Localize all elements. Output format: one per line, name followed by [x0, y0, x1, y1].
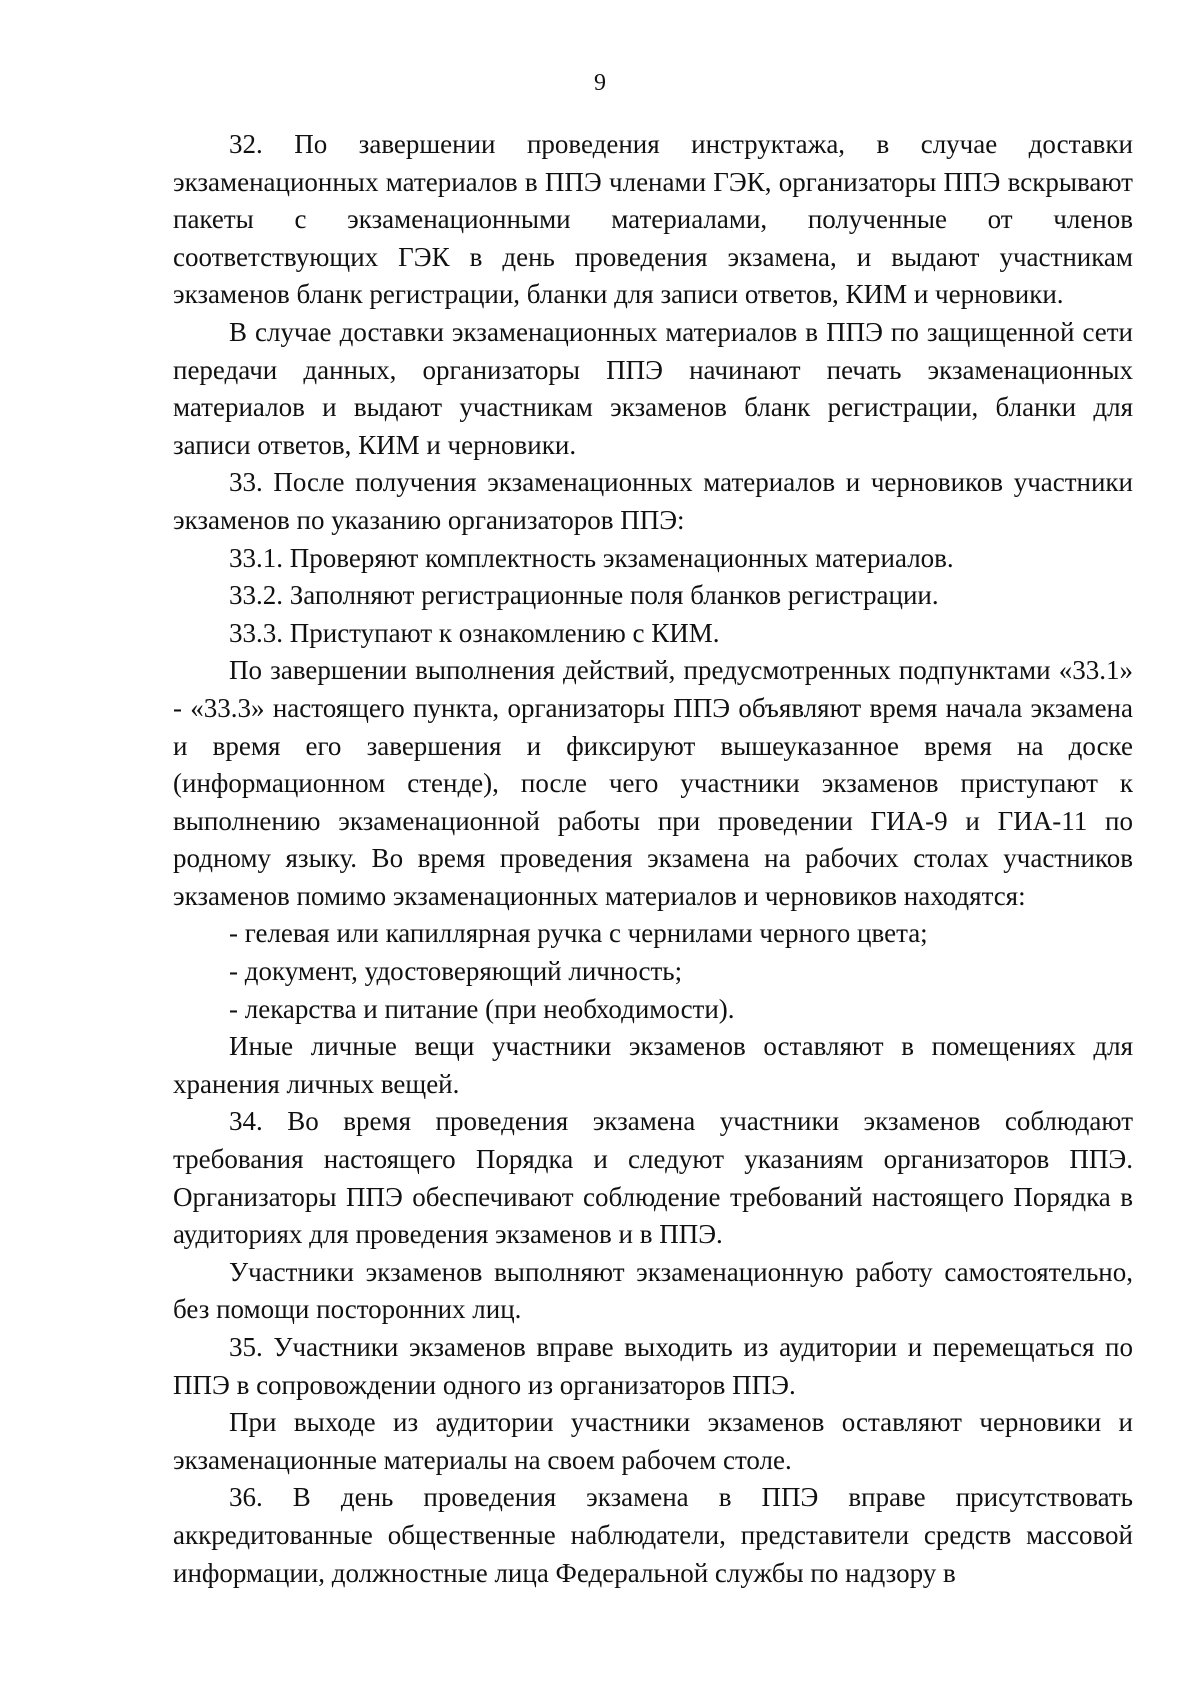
list-item-pen: - гелевая или капиллярная ручка с чернилами черного цвета; — [229, 918, 928, 949]
page-number: 9 — [594, 70, 606, 96]
paragraph-35: 35. Участники экзаменов вправе выходить из аудитории и перемещаться по ППЭ в сопровождении одного из организаторов ППЭ. — [173, 1332, 1133, 1400]
list-item-medicine-food: - лекарства и питание (при необходимости). — [229, 993, 735, 1024]
paragraph-36: 36. В день проведения экзамена в ППЭ вправе присутствовать аккредитованные общественные наблюдатели, представители средств массовой информации, должностные лица Федеральной службы по надзору в — [173, 1482, 1133, 1588]
paragraph-personal-belongings: Иные личные вещи участники экзаменов оставляют в помещениях для хранения личных вещей. — [173, 1031, 1133, 1099]
document-body — [173, 126, 1133, 1592]
paragraph-35-leaving: При выходе из аудитории участники экзаменов оставляют черновики и экзаменационные материалы на своем рабочем столе. — [173, 1407, 1133, 1475]
paragraph-33: 33. После получения экзаменационных материалов и черновиков участники экзаменов по указанию организаторов ППЭ: — [173, 467, 1133, 535]
paragraph-33-1: 33.1. Проверяют комплектность экзаменационных материалов. — [229, 542, 954, 573]
paragraph-33-2: 33.2. Заполняют регистрационные поля бланков регистрации. — [229, 580, 939, 611]
paragraph-34-independent-work: Участники экзаменов выполняют экзаменационную работу самостоятельно, без помощи посторонних лиц. — [173, 1256, 1133, 1325]
paragraph-34: 34. Во время проведения экзамена участники экзаменов соблюдают требования настоящего Порядка и следуют указаниям организаторов ППЭ. Организаторы ППЭ обеспечивают соблюдение требований настоящего Порядка в аудиториях для проведения экзаменов и в ППЭ. — [173, 1106, 1133, 1250]
paragraph-33-after: По завершении выполнения действий, предусмотренных подпунктами «33.1» - «33.3» настоящего пункта, организаторы ППЭ объявляют время начала экзамена и время его завершения и фиксируют вышеуказанное время на доске (информационном стенде), после чего участники экзаменов приступают к выполнению экзаменационной работы при проведении ГИА-9 и ГИА-11 по родному языку. Во время проведения экзамена на рабочих столах участников экзаменов помимо экзаменационных материалов и черновиков находятся: — [173, 655, 1133, 911]
paragraph-33-3: 33.3. Приступают к ознакомлению с КИМ. — [229, 617, 720, 648]
list-item-id-document: - документ, удостоверяющий личность; — [229, 956, 683, 987]
paragraph-32-secure-network: В случае доставки экзаменационных материалов в ППЭ по защищенной сети передачи данных, организаторы ППЭ начинают печать экзаменационных материалов и выдают участникам экзаменов бланк регистрации, бланки для записи ответов, КИМ и черновики. — [173, 316, 1133, 460]
paragraph-32: 32. По завершении проведения инструктажа, в случае доставки экзаменационных материалов в ППЭ членами ГЭК, организаторы ППЭ вскрывают пакеты с экзаменационными материалами, полученные от членов соответствующих ГЭК в день проведения экзамена, и выдают участникам экзаменов бланк регистрации, бланки для записи ответов, КИМ и черновики. — [173, 129, 1133, 310]
